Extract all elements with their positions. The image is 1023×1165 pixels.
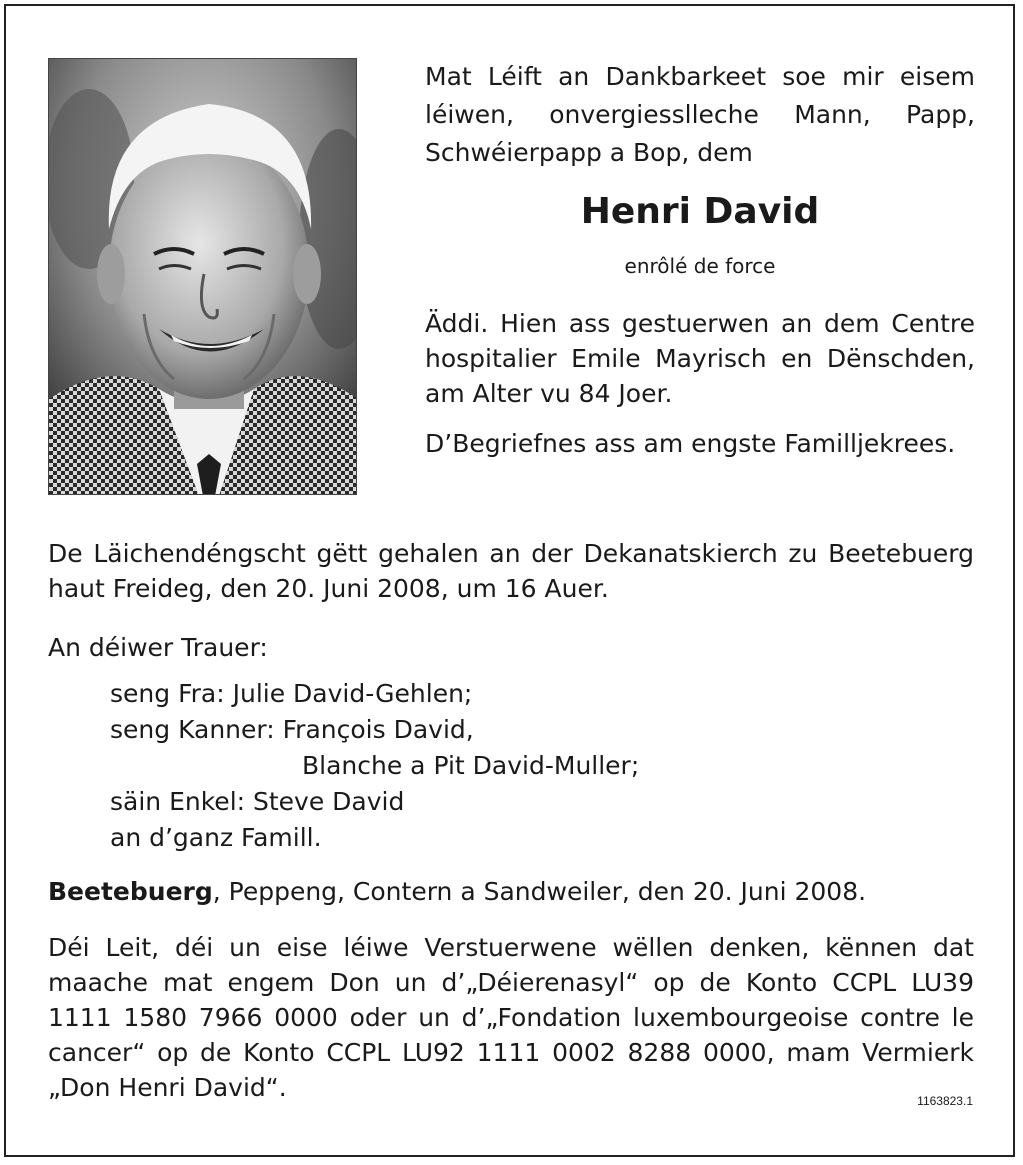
portrait-photo xyxy=(48,58,357,495)
mourner-grandchild: säin Enkel: Steve David xyxy=(110,787,405,816)
burial-notice: D’Begriefnes ass am engste Familljekrees. xyxy=(425,429,956,458)
deceased-subtitle: enrôlé de force xyxy=(624,254,776,278)
portrait-image xyxy=(49,59,357,495)
place-date-line xyxy=(48,874,974,909)
place-town: Beetebuerg xyxy=(48,877,213,906)
mourners-heading: An déiwer Trauer: xyxy=(48,633,268,662)
death-notice: Äddi. Hien ass gestuerwen an dem Centre hospitalier Emile Mayrisch en Dënschden, am Alter vu 84 Joer. xyxy=(425,309,975,408)
mourner-family: an d’ganz Famill. xyxy=(110,823,322,852)
intro-text xyxy=(425,58,975,172)
mourner-children-continued: Blanche a Pit David-Muller; xyxy=(302,751,640,780)
intro-line-2: Schwéierpapp a Bop, dem xyxy=(425,138,753,167)
place-rest: , Peppeng, Contern a Sandweiler, den 20. Juni 2008. xyxy=(212,877,867,906)
deceased-name: Henri David xyxy=(580,191,820,232)
donation-notice: Déi Leit, déi un eise léiwe Verstuerwene wëllen denken, kënnen dat maache mat engem Don un d’„Déierenasyl“ op de Konto CCPL LU39 1111 1580 7966 0000 oder un d’„Fondation luxembourgeoise contre le cancer“ op de Konto CCPL LU92 1111 0002 8288 0000, mam Vermierk „Don Henri David“. xyxy=(48,933,974,1102)
intro-line-1: Mat Léift an Dankbarkeet soe mir eisem léiwen, onvergiesslleche Mann, Papp, xyxy=(425,62,975,129)
mourner-children: seng Kanner: François David, xyxy=(110,715,474,744)
reference-number: 1163823.1 xyxy=(917,1094,973,1108)
funeral-notice: De Läichendéngscht gëtt gehalen an der Dekanatskierch zu Beetebuerg haut Freideg, den 20. Juni 2008, um 16 Auer. xyxy=(48,539,974,603)
mourner-wife: seng Fra: Julie David-Gehlen; xyxy=(110,679,473,708)
